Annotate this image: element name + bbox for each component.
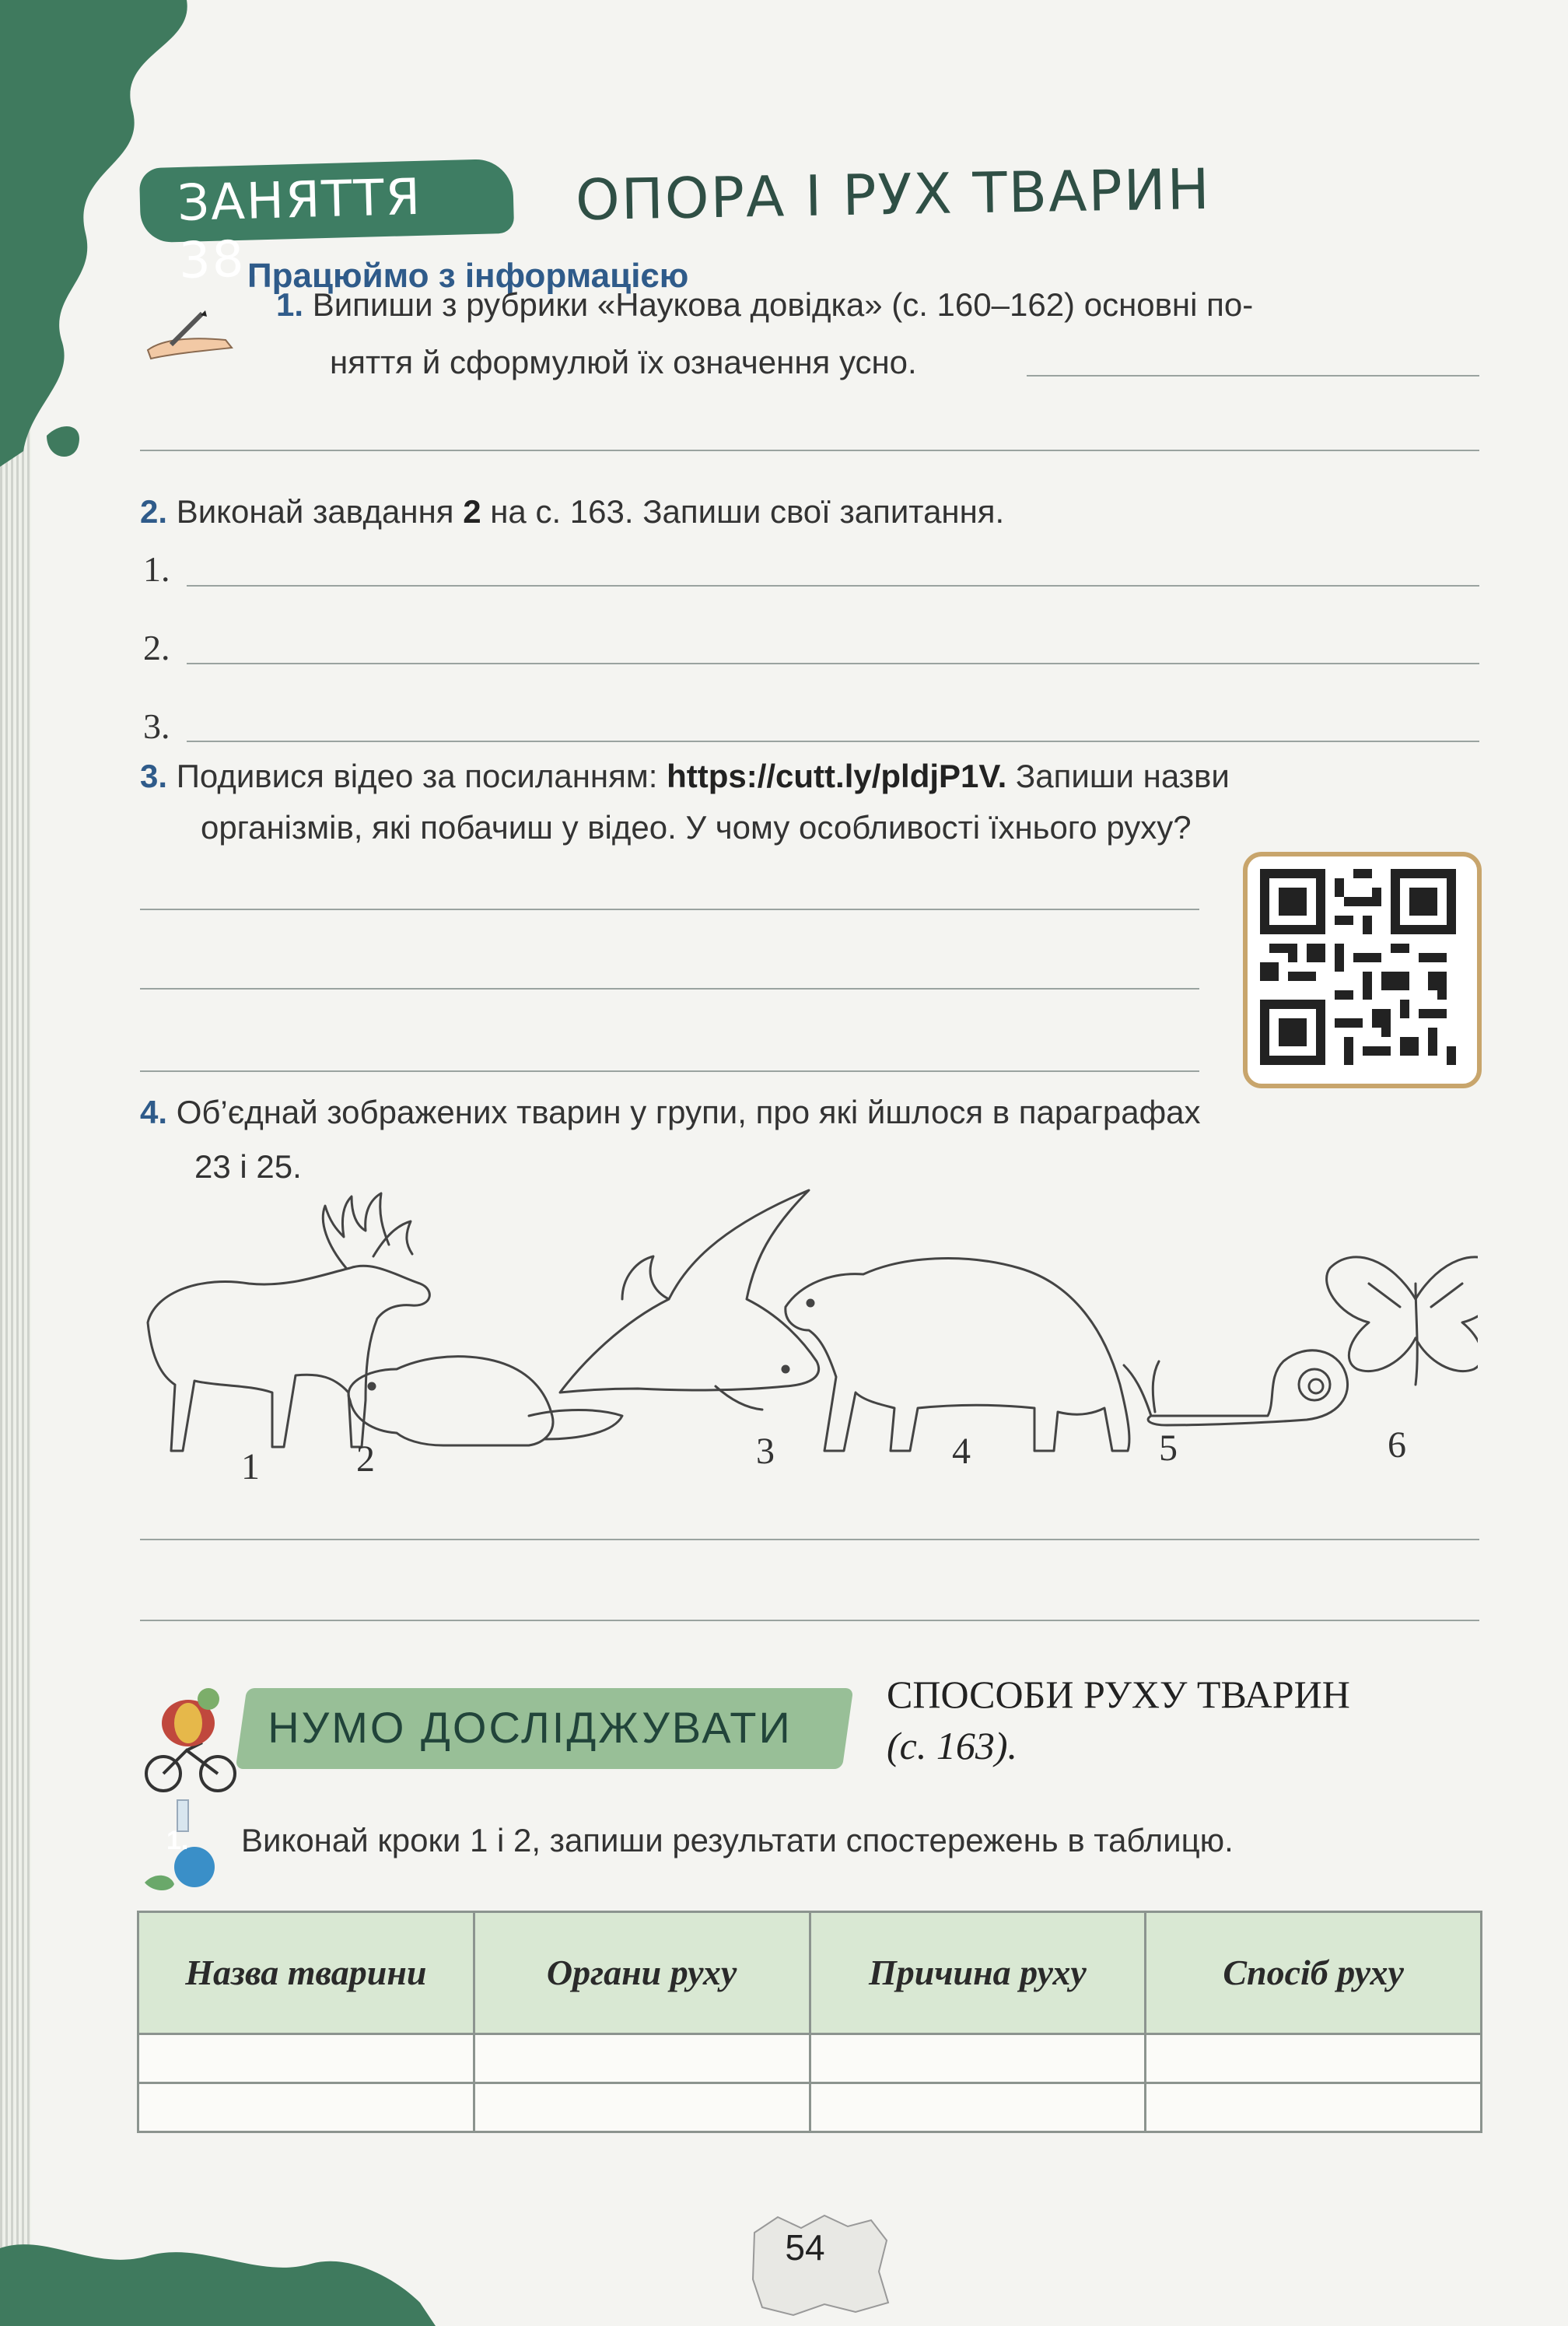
task4-line1 (140, 1089, 1201, 1136)
moose-icon (148, 1193, 429, 1451)
answer-line[interactable] (140, 909, 1199, 910)
snail-icon (1124, 1350, 1348, 1425)
task3-text-line2: організмів, які побачиш у відео. У чому особливості їхнього руху? (201, 809, 1192, 846)
question-number-1: 1. (143, 549, 170, 589)
bug-on-bicycle-icon (140, 1680, 241, 1797)
step1-text: Виконай кроки 1 і 2, запиши результати спостережень в таблицю. (241, 1822, 1234, 1858)
butterfly-icon (1327, 1257, 1478, 1385)
task1-text-line1: Випиши з рубрики «Наукова довідка» (с. 160–162) основні по- (312, 286, 1254, 323)
table-header-row (138, 1912, 1482, 2034)
animal-number-6: 6 (1388, 1424, 1406, 1466)
table-row (138, 2034, 1482, 2083)
explore-badge-label: НУМО ДОСЛІДЖУВАТИ (268, 1703, 793, 1752)
lesson-title: ОПОРА І РУХ ТВАРИН (575, 156, 1212, 233)
table-cell[interactable] (1146, 2083, 1482, 2132)
question-number-3: 3. (143, 706, 170, 746)
task2-number: 2. (140, 493, 168, 530)
table-header-animal: Назва тварини (138, 1912, 474, 2034)
green-paint-blob-bottom (0, 2225, 436, 2326)
question-number-2: 2. (143, 628, 170, 667)
task4-text: Об’єднай зображених тварин у групи, про які йшлося в параграфах (176, 1094, 1201, 1130)
section-heading-information: Працюймо з інформацією (247, 257, 689, 295)
answer-line[interactable] (140, 1539, 1479, 1540)
task1-number: 1. (276, 286, 304, 323)
table-cell[interactable] (1146, 2034, 1482, 2083)
table-cell[interactable] (810, 2083, 1146, 2132)
answer-line[interactable] (140, 988, 1199, 990)
bear-icon (786, 1259, 1129, 1451)
question-line-2[interactable] (187, 663, 1479, 664)
green-paint-blob-top (0, 0, 202, 498)
observation-table (137, 1911, 1482, 2133)
question-line-1[interactable] (187, 585, 1479, 587)
task3-number: 3. (140, 758, 168, 794)
task1-line1 (276, 282, 1253, 328)
lesson-number: ЗАНЯТТЯ 38. (177, 168, 422, 290)
task1-text-line2: няття й сформулюй їх означення усно. (330, 344, 917, 380)
task2-text: Виконай завдання (176, 493, 464, 530)
answer-line[interactable] (140, 450, 1479, 451)
table-cell[interactable] (810, 2034, 1146, 2083)
explore-badge (236, 1688, 854, 1769)
explore-heading-line1: СПОСОБИ РУХУ ТВАРИН (887, 1673, 1350, 1716)
task4-text-line2: 23 і 25. (194, 1148, 302, 1185)
table-cell[interactable] (138, 2083, 474, 2132)
page-number: 54 (785, 2227, 825, 2268)
answer-line[interactable] (140, 1070, 1199, 1072)
animal-number-1: 1 (241, 1446, 260, 1487)
table-header-method: Спосіб руху (1146, 1912, 1482, 2034)
task2-line (140, 489, 1004, 535)
explore-heading (887, 1669, 1350, 1771)
task2-text-end: на с. 163. Запиши свої запитання. (481, 493, 1005, 530)
step1-number: 1. (166, 1826, 189, 1855)
answer-line[interactable] (140, 1620, 1479, 1621)
table-header-organs: Органи руху (474, 1912, 810, 2034)
beaver-icon (348, 1357, 622, 1445)
task4-number: 4. (140, 1094, 168, 1130)
qr-code[interactable] (1243, 852, 1482, 1088)
table-cell[interactable] (474, 2034, 810, 2083)
animal-number-4: 4 (952, 1431, 971, 1472)
task3-line1 (140, 753, 1230, 800)
task2-bold: 2 (463, 493, 481, 530)
answer-line[interactable] (1027, 375, 1479, 377)
table-cell[interactable] (474, 2083, 810, 2132)
table-header-cause: Причина руху (810, 1912, 1146, 2034)
shark-icon (560, 1190, 819, 1410)
page-number-badge (747, 2209, 894, 2318)
animal-number-3: 3 (756, 1431, 775, 1472)
writing-hand-icon (140, 307, 241, 362)
explore-heading-line2: (с. 163). (887, 1724, 1017, 1767)
task3-text: Подивися відео за посиланням: (176, 758, 667, 794)
qr-code-icon (1260, 869, 1456, 1065)
step1-line (166, 1817, 1234, 1864)
task3-text-end: Запиши назви (1006, 758, 1230, 794)
table-cell[interactable] (138, 2034, 474, 2083)
animals-illustration (140, 1182, 1478, 1478)
question-line-3[interactable] (187, 741, 1479, 742)
animal-number-2: 2 (356, 1438, 375, 1480)
animal-number-5: 5 (1159, 1427, 1178, 1469)
table-row (138, 2083, 1482, 2132)
video-link[interactable]: https://cutt.ly/pldjP1V. (667, 758, 1007, 794)
